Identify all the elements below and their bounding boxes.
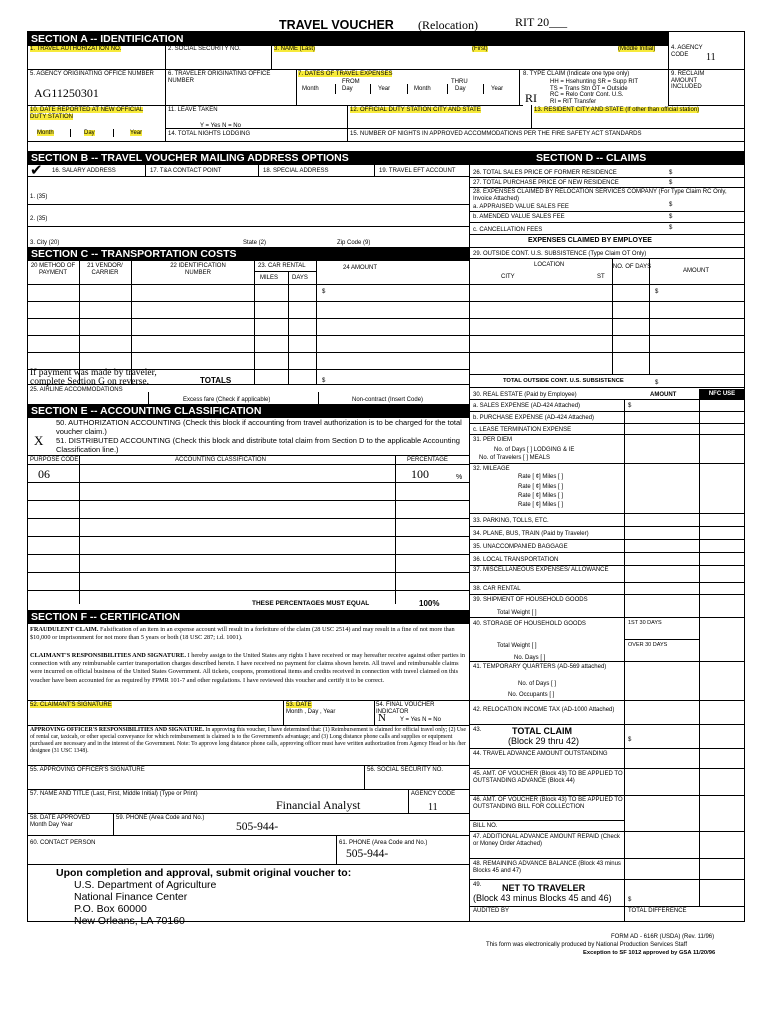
from-label: FROM (342, 79, 360, 85)
claim-44-label: 44. TRAVEL ADVANCE AMOUNT OUTSTANDING (473, 751, 608, 757)
mileage-rate-3: Rate [ ¢] Miles [ ] (518, 493, 564, 499)
traveler-payment-note: If payment was made by traveler, complete Section G on reverse. (30, 368, 157, 387)
thru-label: THRU (451, 79, 468, 85)
claim-type-rc: RC = Relo Contr Cont. U.S. (550, 92, 624, 98)
claim-38-label: 38. CAR RENTAL (473, 586, 521, 592)
col-24-label: 24 AMOUNT (342, 265, 377, 271)
col-22-label: 22 IDENTIFICATION NUMBER (170, 263, 226, 276)
total-claim-dollar: $ (628, 737, 632, 743)
claim-48-label: 48. REMAINING ADVANCE BALANCE (Block 43 minus Blocks 45 and 47) (473, 861, 621, 874)
officer-title-value: Financial Analyst (276, 798, 361, 812)
claim-type-value: RI (525, 91, 537, 105)
total-difference-label: TOTAL DIFFERENCE (628, 908, 687, 914)
officer-agency-code-value: 11 (428, 802, 438, 813)
phone-61-value: 505-944- (346, 848, 389, 860)
phone-59-value: 505-944- (236, 821, 279, 833)
field-58-sub: Month Day Year (30, 822, 73, 828)
officer-agency-code-label: AGENCY CODE (410, 791, 456, 797)
field-57-label: 57. NAME AND TITLE (Last, First, Middle Initial) (Type or Print) (30, 791, 198, 797)
claim-30a-label: a. SALES EXPENSE (AD-424 Attached) (473, 403, 581, 409)
percent-sign: % (456, 474, 463, 481)
address-state: State (2) (243, 240, 267, 246)
must-equal-label: THESE PERCENTAGES MUST EQUAL (252, 600, 370, 607)
claim-32-label: 32. MILEAGE (473, 466, 510, 472)
form-subtitle: (Relocation) (418, 18, 478, 32)
form-title: TRAVEL VOUCHER (279, 18, 394, 32)
over-30-days-label: OVER 30 DAYS (628, 642, 668, 648)
city-label: CITY (501, 274, 515, 280)
claim-30c-label: c. LEASE TERMINATION EXPENSE (473, 427, 572, 433)
claim-34-label: 34. PLANE, BUS, TRAIN (Paid by Traveler) (473, 531, 589, 537)
gsa-exception: Exception to SF 1012 approved by GSA 11/20/96 (583, 950, 716, 956)
field-25-label: 25. AIRLINE ACCOMMODATIONS (30, 387, 123, 393)
shipment-weight: Total Weight [ ] (497, 610, 537, 616)
amount-dollar: $ (322, 289, 326, 295)
field-13-label: 13. RESIDENT CITY AND STATE (If other than official station) (534, 107, 700, 113)
agency-office-value: AG11250301 (34, 86, 99, 100)
field-15-label: 15. NUMBER OF NIGHTS IN APPROVED ACCOMMODATIONS PER THE FIRE SAFETY ACT STANDARDS (350, 131, 642, 137)
amount-label: AMOUNT (683, 268, 709, 274)
storage-no-days: No. Days [ ] (514, 655, 546, 661)
location-label: LOCATION (534, 262, 565, 268)
fraudulent-claim-text: FRAUDULENT CLAIM. Falsification of an item in an expense account will result in a forfeiture of the claim (28 USC 2514) and may result in a fine of not more than $10,000 or imprisonment for not more than 5 years or both (18 USC 287; i.d. 1001). (30, 626, 455, 642)
option-16-label: 16. SALARY ADDRESS (52, 168, 116, 174)
field-1-label: 1. TRAVEL AUTHORIZATION NO. (30, 46, 122, 52)
total-outside-dollar: $ (655, 380, 659, 386)
field-56-label: 56. SOCIAL SECURITY NO. (367, 767, 444, 773)
claim-type-hh: HH = Hsehunting SR = Supp RIT (550, 79, 639, 85)
f10-day: Day (84, 130, 95, 136)
field-14-label: 14. TOTAL NIGHTS LODGING (168, 131, 251, 137)
claim-27-label: 27. TOTAL PURCHASE PRICE OF NEW RESIDENCE (473, 180, 619, 186)
from-month: Month (302, 86, 319, 92)
excess-fare-label: Excess fare (Check if applicable) (183, 397, 271, 403)
claim-28c-label: c. CANCELLATION FEES (473, 227, 543, 233)
field-6-label: 6. TRAVELER ORIGINATING OFFICE NUMBER (168, 71, 271, 84)
thru-day: Day (455, 86, 466, 92)
approving-officer-text: APPROVING OFFICER'S RESPONSIBILITIES AND SIGNATURE. In approving this voucher, I have determined that: (1) Reimbursement is claimed for official travel only; (2) Use of rental car, taxicab, or other special conveyance for which reimbursement is claimed is to the Government's advantage; and (3) Long distance phone calls and supplies or equipment purchased are necessary and in the interest of the Government. Note: To approve long distance phone calls, approving officer must have written authorization from Agency Head or his /her designee (31 USC 1348). (30, 727, 466, 755)
field-2-label: 2. SOCIAL SECURITY NO. (168, 46, 241, 52)
audited-by-label: AUDITED BY (473, 908, 510, 914)
claimant-responsibilities-text: CLAIMANT'S RESPONSIBILITIES AND SIGNATURE. I hereby assign to the United States any rights I have received or may hereafter receive against other parties in connection with any reimbursable carrier transportation charges described herein. I have received no payment for claims shown herein. All travel and reimbursable claims were incurred on official business of the United States Government. All tickets, coupons, promotional items and credits received in connection with travel claimed on this voucher have been accounted for as required by FPMR 101-7 and other regulations. I have reviewed this voucher and certify it to be correct. (30, 652, 466, 684)
bill-no-label: BILL NO. (473, 823, 498, 829)
storage-weight: Total Weight [ ] (497, 643, 537, 649)
col-days-label: DAYS (292, 275, 308, 281)
claim-30b-label: b. PURCHASE EXPENSE (AD-424 Attached) (473, 415, 595, 421)
percentage-value: 100 (411, 467, 429, 481)
field-53-label: 53. DATE (286, 702, 312, 708)
claim-37-label: 37. MISCELLANEOUS EXPENSES/ ALLOWANCE (473, 567, 609, 573)
produced-by: This form was electronically produced by National Production Services Staff (486, 942, 687, 948)
field-52-label: 52. CLAIMANT'S SIGNATURE (30, 702, 112, 708)
claim-28c-dollar: $ (669, 225, 673, 231)
claim-36-label: 36. LOCAL TRANSPORTATION (473, 557, 559, 563)
mailing-line-4: New Orleans, LA 70160 (74, 915, 185, 927)
middle-initial-label: (Middle Initial) (618, 46, 656, 52)
net-to-traveler-sub: (Block 43 minus Blocks 45 and 46) (473, 893, 612, 903)
claim-43-label: 43. (473, 727, 482, 733)
field-61-label: 61. PHONE (Area Code and No.) (339, 840, 428, 846)
address-city: 3. City (20) (30, 240, 60, 246)
field-9-label: 9. RECLAIM AMOUNT INCLUDED (671, 71, 705, 90)
claim-26-label: 26. TOTAL SALES PRICE OF FORMER RESIDENCE (473, 170, 617, 176)
field-7-label: 7. DATES OF TRAVEL EXPENSES (298, 71, 393, 77)
tq-no-occupants: No. Occupants [ ] (508, 692, 555, 698)
thru-month: Month (414, 86, 431, 92)
address-line-2: 2. (35) (30, 216, 48, 222)
claim-46-label: 46. AMT. OF VOUCHER (Block 43) TO BE APPLIED TO OUTSTANDING BILL FOR COLLECTION (473, 797, 623, 810)
from-year: Year (378, 86, 391, 92)
check-mark-icon: ✔ (30, 162, 43, 179)
totals-dollar: $ (322, 378, 326, 384)
option-18-label: 18. SPECIAL ADDRESS (263, 168, 329, 174)
address-zip: Zip Code (9) (337, 240, 371, 246)
claim-28a-label: a. APPRAISED VALUE SALES FEE (473, 204, 569, 210)
claim-26-dollar: $ (669, 170, 673, 176)
per-diem-travelers: No. of Travelers [ ] MEALS (479, 455, 551, 461)
mailing-line-3: P.O. Box 60000 (74, 903, 147, 915)
claim-30-label: 30. REAL ESTATE (Paid by Employee) (473, 392, 577, 398)
non-contract-label: Non-contract (Insert Code) (352, 397, 424, 403)
section-d-header: SECTION D -- CLAIMS (469, 151, 745, 165)
accounting-classification-label: ACCOUNTING CLASSIFICATION (175, 457, 266, 463)
net-to-traveler-label: NET TO TRAVELER (502, 883, 586, 893)
field-5-label: 5. AGENCY ORIGINATING OFFICE NUMBER (30, 71, 154, 77)
tq-no-of-days: No. of Days [ ] (518, 681, 557, 687)
field-59-label: 59. PHONE (Area Code and No.) (116, 815, 205, 821)
form-number: FORM AD - 616R (USDA) (Rev. 11/96) (611, 934, 715, 940)
no-of-days-label: NO. OF DAYS (612, 264, 652, 270)
f10-year: Year (130, 130, 143, 136)
claim-28b-dollar: $ (669, 214, 673, 220)
claim-28a-dollar: $ (669, 202, 673, 208)
field-60-label: 60. CONTACT PERSON (30, 840, 96, 846)
field-53-sub: Month , Day , Year (286, 709, 336, 715)
field-10-label: 10. DATE REPORTED AT NEW OFFICIAL DUTY STATION (30, 107, 144, 120)
first-30-days-label: 1ST 30 DAYS (628, 620, 662, 626)
claim-39-label: 39. SHIPMENT OF HOUSEHOLD GOODS (473, 597, 588, 603)
mileage-rate-2: Rate [ ¢] Miles [ ] (518, 484, 564, 490)
section-c-header: SECTION C -- TRANSPORTATION COSTS (27, 247, 469, 261)
mileage-rate-1: Rate [ ¢] Miles [ ] (518, 474, 564, 480)
from-day: Day (342, 86, 353, 92)
purpose-code-label: PURPOSE CODE (30, 457, 79, 463)
field-55-label: 55. APPROVING OFFICER'S SIGNATURE (30, 767, 145, 773)
first-name-label: (First) (472, 46, 488, 52)
percentage-label: PERCENTAGE (407, 457, 448, 463)
field-8-label: 8. TYPE CLAIM (Indicate one type only) (523, 71, 630, 77)
field-11-label: 11. LEAVE TAKEN (168, 107, 218, 113)
claim-42-label: 42. RELOCATION INCOME TAX (AD-1000 Attached) (473, 707, 615, 713)
mailing-line-1: U.S. Department of Agriculture (74, 879, 217, 891)
claim-type-ts: TS = Trans Stn OT = Outside (550, 85, 628, 92)
field-50-text: 50. AUTHORIZATION ACCOUNTING (Check this block if accounting from travel authorization is to be charged for the total voucher claim.) (56, 418, 462, 436)
mileage-rate-4: Rate [ ¢] Miles [ ] (518, 502, 564, 508)
field-54-label: 54. FINAL VOUCHER INDICATOR (376, 702, 435, 715)
field-4-label: 4. AGENCY CODE (671, 45, 703, 58)
total-claim-sub: (Block 29 thru 42) (508, 736, 580, 746)
field-12-label: 12. OFFICIAL DUTY STATION CITY AND STATE (350, 107, 481, 113)
claim-28-label: 28. EXPENSES CLAIMED BY RELOCATION SERVICES COMPANY (For Type Claim RC Only, Invoice Attached) (473, 189, 727, 202)
purpose-code-value: 06 (38, 467, 50, 481)
col-21-label: 21 VENDOR/ CARRIER (87, 263, 123, 276)
must-equal-value: 100% (419, 599, 440, 608)
agency-code-value: 11 (706, 52, 716, 63)
rit-year: RIT 20___ (515, 15, 568, 29)
amount-head-label: AMOUNT (650, 392, 677, 398)
st-label: ST (597, 274, 605, 280)
field-3-label: 3. NAME (Last) (274, 46, 316, 52)
claim-40-label: 40. STORAGE OF HOUSEHOLD GOODS (473, 621, 586, 627)
section-a-header: SECTION A -- IDENTIFICATION (27, 32, 668, 46)
mailing-intro: Upon completion and approval, submit original voucher to: (56, 867, 352, 879)
claim-27-dollar: $ (669, 180, 673, 186)
claim-29-dollar: $ (655, 289, 659, 295)
claim-35-label: 35. UNACCOMPANIED BAGGAGE (473, 544, 568, 550)
per-diem-days: No. of Days [ ] LODGING & IE (494, 447, 575, 453)
section-e-header: SECTION E -- ACCOUNTING CLASSIFICATION (27, 404, 469, 418)
claim-29-label: 29. OUTSIDE CONT. U.S. SUBSISTENCE (Type Claim OT Only) (473, 251, 647, 257)
mailing-line-2: National Finance Center (74, 891, 188, 903)
claim-type-ri: RI = RIT Transfer (550, 98, 597, 105)
claim-45-label: 45. AMT. OF VOUCHER (Block 43) TO BE APPLIED TO OUTSTANDING ADVANCE (Block 44) (473, 771, 623, 784)
claim-30a-dollar: $ (628, 403, 632, 409)
option-17-label: 17. T&A CONTACT POINT (150, 168, 222, 174)
claim-33-label: 33. PARKING, TOLLS, ETC. (473, 518, 549, 524)
final-voucher-value: N (378, 712, 386, 724)
claim-28b-label: b. AMENDED VALUE SALES FEE (473, 214, 565, 220)
section-f-header: SECTION F -- CERTIFICATION (27, 610, 469, 624)
field-54-yes-no: Y = Yes N = No (400, 717, 441, 723)
claimed-by-employee-header: EXPENSES CLAIMED BY EMPLOYEE (528, 237, 652, 244)
col-20-label: 20 METHOD OF PAYMENT (30, 263, 76, 276)
total-outside-label: TOTAL OUTSIDE CONT. U.S. SUBSISTENCE (503, 378, 624, 384)
field-58-label: 58. DATE APPROVED (30, 815, 91, 821)
nfc-use-header: NFC USE (699, 389, 745, 399)
distributed-check-x: X (34, 433, 44, 448)
address-line-1: 1. (35) (30, 194, 48, 200)
claim-41-label: 41. TEMPORARY QUARTERS (AD-569 attached) (473, 664, 607, 670)
section-b-header: SECTION B -- TRAVEL VOUCHER MAILING ADDRESS OPTIONS (27, 151, 469, 165)
claim-31-label: 31. PER DIEM (473, 437, 513, 443)
col-23-label: 23. CAR RENTAL (258, 263, 306, 269)
total-claim-label: TOTAL CLAIM (512, 726, 572, 736)
totals-label: TOTALS (200, 376, 232, 385)
net-dollar: $ (628, 897, 632, 903)
col-miles-label: MILES (260, 275, 279, 281)
thru-year: Year (491, 86, 504, 92)
f11-yes-no: Y = Yes N = No (200, 123, 241, 129)
claim-47-label: 47. ADDITIONAL ADVANCE AMOUNT REPAID (Check or Money Order Attached) (473, 834, 620, 847)
option-19-label: 19. TRAVEL EFT ACCOUNT (379, 168, 456, 174)
claim-49-label: 49. (473, 882, 482, 888)
f10-month: Month (37, 130, 54, 136)
field-51-text: 51. DISTRIBUTED ACCOUNTING (Check this block and distribute total claim from Section D to the applicable Accounting Classification line.) (56, 436, 460, 454)
